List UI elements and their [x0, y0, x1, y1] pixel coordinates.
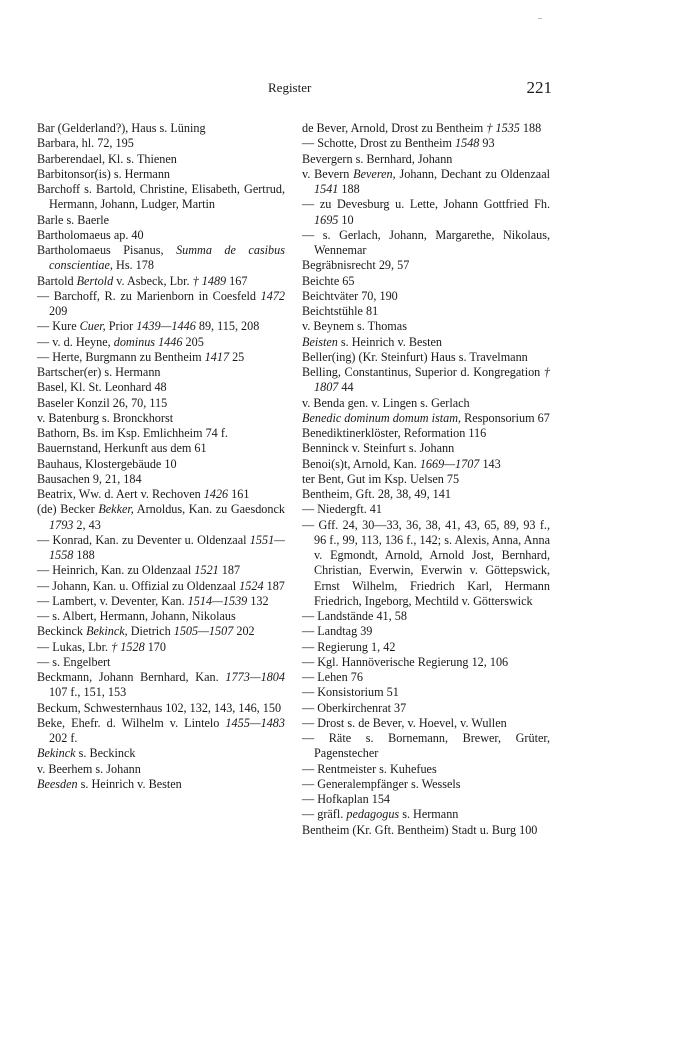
index-entry: [37, 609, 285, 624]
index-entry-italic: 1505—1507: [173, 624, 234, 639]
index-entry-text: Prior: [105, 319, 137, 334]
index-entry: [37, 289, 285, 320]
index-entry: [37, 411, 285, 426]
index-entry: [37, 228, 285, 243]
index-entry: [302, 655, 550, 670]
index-entry-text: 143: [479, 456, 501, 471]
index-entry-italic: † 1807: [314, 365, 550, 395]
index-entry-text: v. Batenburg s. Bronckhorst: [37, 410, 174, 425]
index-entry-text: — Johann, Kan. u. Offizial zu Oldenzaal: [37, 578, 240, 593]
index-entry: [302, 518, 550, 610]
index-entry: [302, 457, 550, 472]
index-entry-text: — Rentmeister s. Kuhefues: [302, 761, 437, 776]
index-entry-italic: Summa de casibus conscientiae,: [49, 243, 285, 273]
index-entry-italic: † 1535: [486, 121, 520, 135]
index-entry: [302, 701, 550, 716]
index-entry-italic: 1417: [204, 349, 230, 364]
index-entry: [302, 609, 550, 624]
index-entry-italic: † 1489: [192, 273, 227, 288]
index-entry-text: 2, 43: [73, 517, 101, 532]
index-entry: [37, 274, 285, 289]
index-entry: [37, 579, 285, 594]
index-entry-text: 202: [233, 624, 255, 639]
index-entry: [37, 167, 285, 182]
index-entry: [302, 762, 550, 777]
index-entry-text: 188: [73, 548, 95, 562]
index-entry-text: — Lehen 76: [302, 670, 363, 684]
index-entry: [302, 304, 550, 319]
index-entry-text: — Generalempfänger s. Wessels: [302, 776, 461, 791]
index-entry-text: — Herte, Burgmann zu Bentheim: [37, 349, 205, 364]
index-entry-text: 187: [218, 563, 241, 578]
index-entry: [302, 716, 550, 731]
index-entry-text: Beichte 65: [302, 273, 355, 288]
index-entry: [302, 487, 550, 502]
index-entry-text: Bartholomaeus Pisanus,: [37, 243, 177, 257]
index-entry-text: — Schotte, Drost zu Bentheim: [302, 136, 455, 151]
index-entry: [302, 258, 550, 273]
index-entry-italic: pedagogus: [346, 807, 400, 822]
index-entry-italic: Bekinck,: [86, 624, 128, 639]
index-entry-text: s. Beckinck: [75, 746, 136, 761]
index-entry-text: Barbara, hl. 72, 195: [37, 136, 134, 151]
index-entry-text: Bauhaus, Klostergebäude 10: [37, 456, 177, 471]
index-entry-text: Beichtstühle 81: [302, 304, 379, 318]
index-entry-text: s. Hermann: [399, 807, 459, 822]
running-head: Register: [268, 80, 312, 95]
index-entry-italic: 1514—1539: [187, 593, 248, 608]
index-entry: [302, 152, 550, 167]
index-entry-italic: 1773—1804: [225, 670, 285, 684]
index-entry-text: Hs. 178: [112, 258, 154, 273]
index-entry-text: — Landstände 41, 58: [302, 609, 407, 623]
index-entry-text: — Konsistorium 51: [302, 685, 399, 700]
index-entry-text: 44: [338, 380, 354, 395]
index-entry-italic: Bekker,: [98, 502, 134, 517]
index-entry-text: v. Beynem s. Thomas: [302, 319, 407, 334]
index-entry: [37, 655, 285, 670]
index-entry: [37, 640, 285, 655]
index-entry-text: Bentheim, Gft. 28, 38, 49, 141: [302, 487, 451, 501]
index-entry: [37, 670, 285, 701]
index-column-right: [302, 121, 550, 838]
index-entry-italic: 1541: [314, 182, 339, 196]
index-entry-text: 25: [229, 349, 245, 364]
index-entry-text: 167: [226, 273, 248, 288]
index-entry-italic: 1548: [455, 136, 480, 151]
index-entry: [302, 731, 550, 762]
index-entry-text: Barbitonsor(is) s. Hermann: [37, 166, 171, 181]
index-entry: [37, 350, 285, 365]
index-entry-text: 132: [247, 593, 269, 608]
index-entry-italic: 1521: [194, 563, 219, 578]
index-entry-italic: Beesden: [37, 776, 78, 791]
index-entry: [37, 777, 285, 792]
index-entry-text: — Heinrich, Kan. zu Oldenzaal: [37, 563, 195, 578]
page-number: 221: [526, 78, 552, 97]
index-entry: [37, 502, 285, 533]
index-entry-italic: Beisten: [302, 334, 338, 349]
scan-mark: [538, 18, 542, 19]
index-entry: [302, 670, 550, 685]
index-entry-text: Bathorn, Bs. im Ksp. Emlichheim 74 f.: [37, 426, 228, 440]
index-entry-italic: 1551—1558: [49, 532, 285, 562]
index-entry-italic: 1439—1446: [136, 319, 196, 334]
index-entry: [302, 426, 550, 441]
index-entry-text: Beckmann, Johann Bernhard, Kan.: [37, 670, 226, 684]
index-entry-text: Bausachen 9, 21, 184: [37, 471, 142, 486]
index-entry-italic: 1695: [314, 212, 339, 227]
index-entry: [302, 411, 550, 426]
index-entry-text: v. Asbeck, Lbr.: [113, 273, 193, 288]
index-column-left: [37, 121, 285, 792]
index-entry: [37, 136, 285, 151]
index-entry-text: — Lambert, v. Deventer, Kan.: [37, 593, 188, 608]
index-entry-text: Beckinck: [37, 624, 87, 639]
index-entry: [37, 121, 285, 136]
index-entry-text: 89, 115, 208: [195, 319, 260, 334]
index-entry: [37, 563, 285, 578]
index-entry-text: Bentheim (Kr. Gft. Bentheim) Stadt u. Burg 100: [302, 822, 538, 837]
index-entry-text: — Räte s. Bornemann, Brewer, Grüter, Pagenstecher: [302, 731, 550, 761]
index-entry-text: 170: [144, 639, 166, 654]
index-entry: [302, 624, 550, 639]
index-entry-text: — Landtag 39: [302, 624, 373, 639]
index-entry-text: s. Heinrich v. Besten: [77, 776, 182, 791]
index-entry-text: — Kgl. Hannöverische Regierung 12, 106: [302, 654, 509, 669]
index-entry: [37, 213, 285, 228]
index-entry: [37, 746, 285, 761]
index-entry-text: (de) Becker: [37, 502, 99, 517]
index-entry-italic: 1426: [203, 487, 229, 501]
index-entry-text: Beichtväter 70, 190: [302, 288, 398, 303]
index-entry-italic: Cuer,: [79, 319, 106, 334]
index-entry: [302, 228, 550, 259]
index-entry-text: de Bever, Arnold, Drost zu Bentheim: [302, 121, 487, 135]
index-entry-italic: 1669—1707: [419, 456, 480, 471]
index-entry: [37, 319, 285, 334]
index-entry-text: Benoi(s)t, Arnold, Kan.: [302, 456, 420, 471]
index-entry-text: Beller(ing) (Kr. Steinfurt) Haus s. Travelmann: [302, 349, 528, 364]
index-entry-text: — zu Devesburg u. Lette, Johann Gottfried Fh.: [302, 197, 550, 212]
index-entry-italic: 1524: [239, 578, 264, 593]
index-entry-text: 209: [49, 304, 68, 318]
index-entry: [37, 396, 285, 411]
index-entry: [37, 487, 285, 502]
index-entry-text: 188: [519, 121, 542, 135]
index-entry-italic: 1472: [260, 288, 285, 303]
index-entry-text: 202 f.: [49, 731, 78, 745]
index-entry-text: Johann, Dechant zu Oldenzaal: [395, 166, 550, 181]
index-entry: [37, 594, 285, 609]
index-entry: [37, 472, 285, 487]
index-entry-text: — Konrad, Kan. zu Deventer u. Oldenzaal: [37, 532, 250, 547]
index-entry: [37, 380, 285, 395]
index-entry: [302, 685, 550, 700]
index-entry: [302, 807, 550, 822]
index-entry-text: — Kure: [37, 319, 80, 334]
index-entry: [302, 335, 550, 350]
index-entry: [302, 441, 550, 456]
index-entry: [37, 533, 285, 564]
index-entry-text: 161: [228, 487, 250, 501]
index-entry: [302, 365, 550, 396]
index-entry-text: Barle s. Baerle: [37, 212, 110, 227]
index-entry-text: 188: [338, 182, 360, 196]
index-entry: [37, 182, 285, 213]
index-entry: [37, 152, 285, 167]
index-entry-text: s. Heinrich v. Besten: [337, 334, 443, 349]
index-entry: [302, 396, 550, 411]
index-entry-text: Benninck v. Steinfurt s. Johann: [302, 441, 455, 456]
index-entry: [37, 457, 285, 472]
index-entry-text: Beckum, Schwesternhaus 102, 132, 143, 146, 150: [37, 700, 282, 715]
index-entry-text: 93: [479, 136, 495, 151]
index-entry-italic: 1455—1483: [225, 715, 285, 730]
index-entry-text: — gräfl.: [302, 807, 347, 822]
index-entry-text: — Regierung 1, 42: [302, 639, 396, 654]
index-entry-italic: 1793: [49, 517, 74, 532]
index-entry: [37, 441, 285, 456]
index-entry-italic: Beveren,: [353, 166, 396, 181]
index-entry-italic: Bertold: [76, 273, 114, 288]
index-entry-text: 187: [263, 578, 285, 593]
index-entry: [302, 502, 550, 517]
index-entry-text: Dietrich: [127, 624, 174, 639]
index-entry: [37, 624, 285, 639]
index-entry-text: Arnoldus, Kan. zu Gaesdonck: [133, 502, 285, 517]
index-entry-text: Bartholomaeus ap. 40: [37, 227, 144, 242]
index-entry-text: Begräbnisrecht 29, 57: [302, 258, 410, 273]
index-entry: [302, 472, 550, 487]
index-entry-text: — v. d. Heyne,: [37, 334, 114, 349]
index-entry: [37, 365, 285, 380]
index-entry: [302, 792, 550, 807]
index-entry-text: 205: [182, 334, 204, 349]
index-entry: [37, 335, 285, 350]
index-entry-text: — Niedergft. 41: [302, 502, 382, 517]
index-entry: [302, 823, 550, 838]
index-entry: [302, 136, 550, 151]
index-entry-text: Barberendael, Kl. s. Thienen: [37, 151, 177, 166]
index-entry-text: Benediktinerklöster, Reformation 116: [302, 426, 487, 440]
index-entry: [302, 777, 550, 792]
index-entry-text: v. Benda gen. v. Lingen s. Gerlach: [302, 395, 470, 410]
index-entry-text: — s. Engelbert: [37, 654, 111, 669]
index-entry: [37, 426, 285, 441]
index-entry: [302, 274, 550, 289]
index-entry: [302, 167, 550, 198]
index-entry-text: v. Bevern: [302, 166, 354, 181]
index-entry-text: — s. Albert, Hermann, Johann, Nikolaus: [37, 609, 236, 623]
index-entry-text: — Oberkirchenrat 37: [302, 700, 407, 715]
index-entry-text: — Barchoff, R. zu Marienborn in Coesfeld: [37, 288, 261, 303]
index-entry: [37, 701, 285, 716]
index-entry: [302, 197, 550, 228]
index-entry-text: Bartscher(er) s. Hermann: [37, 365, 161, 379]
index-entry: [37, 762, 285, 777]
index-entry-text: Basel, Kl. St. Leonhard 48: [37, 380, 167, 395]
index-entry-text: 10: [338, 212, 354, 227]
index-entry-text: 107 f., 151, 153: [49, 685, 127, 700]
index-entry-text: Barchoff s. Bartold, Christine, Elisabeth, Gertrud, Hermann, Johann, Ludger, Martin: [37, 182, 285, 212]
index-entry-text: — s. Gerlach, Johann, Margarethe, Nikolaus, Wennemar: [302, 227, 550, 257]
index-entry-text: — Gff. 24, 30—33, 36, 38, 41, 43, 65, 89, 93 f., 96 f., 99, 113, 136 f., 142; s. Alexis, Anna, Anna v. Egmondt, Arnold, Arnold Jost, Bernhard, Christian, Everwin, Everwin v. Göttерswick, Ernst Wilhelm, Friedrich Karl, Hermann Friedrich, Ingeborg, Mechtild v. Götterswick: [302, 517, 550, 608]
index-entry-text: v. Beerhem s. Johann: [37, 761, 141, 776]
index-entry-text: Bevergern s. Bernhard, Johann: [302, 151, 453, 166]
index-entry: [37, 716, 285, 747]
index-entry: [302, 289, 550, 304]
index-entry-italic: Bekinck: [37, 746, 76, 761]
index-entry-italic: dominus 1446: [113, 334, 183, 349]
index-entry-text: — Hofkaplan 154: [302, 792, 391, 806]
index-entry-text: Responsorium 67: [461, 410, 550, 425]
index-entry-text: Bar (Gelderland?), Haus s. Lüning: [37, 121, 206, 135]
index-entry-text: Baseler Konzil 26, 70, 115: [37, 395, 168, 410]
index-entry-text: ter Bent, Gut im Ksp. Uelsen 75: [302, 471, 460, 486]
index-entry-italic: Benedic dominum domum istam,: [302, 410, 462, 425]
index-entry: [302, 350, 550, 365]
index-entry: [302, 121, 550, 136]
index-entry-text: Beatrix, Ww. d. Aert v. Rechoven: [37, 487, 204, 501]
index-entry: [302, 640, 550, 655]
index-entry-text: — Drost s. de Bever, v. Hoevel, v. Wullen: [302, 715, 507, 730]
index-entry: [302, 319, 550, 334]
index-entry: [37, 243, 285, 274]
index-entry-text: Belling, Constantinus, Superior d. Kongregation: [302, 365, 544, 379]
index-entry-text: Bauernstand, Herkunft aus dem 61: [37, 441, 207, 456]
index-entry-text: — Lukas, Lbr.: [37, 639, 112, 654]
index-entry-text: Bartold: [37, 273, 77, 288]
index-entry-text: Beke, Ehefr. d. Wilhelm v. Lintelo: [37, 715, 226, 730]
index-entry-italic: † 1528: [111, 639, 145, 654]
